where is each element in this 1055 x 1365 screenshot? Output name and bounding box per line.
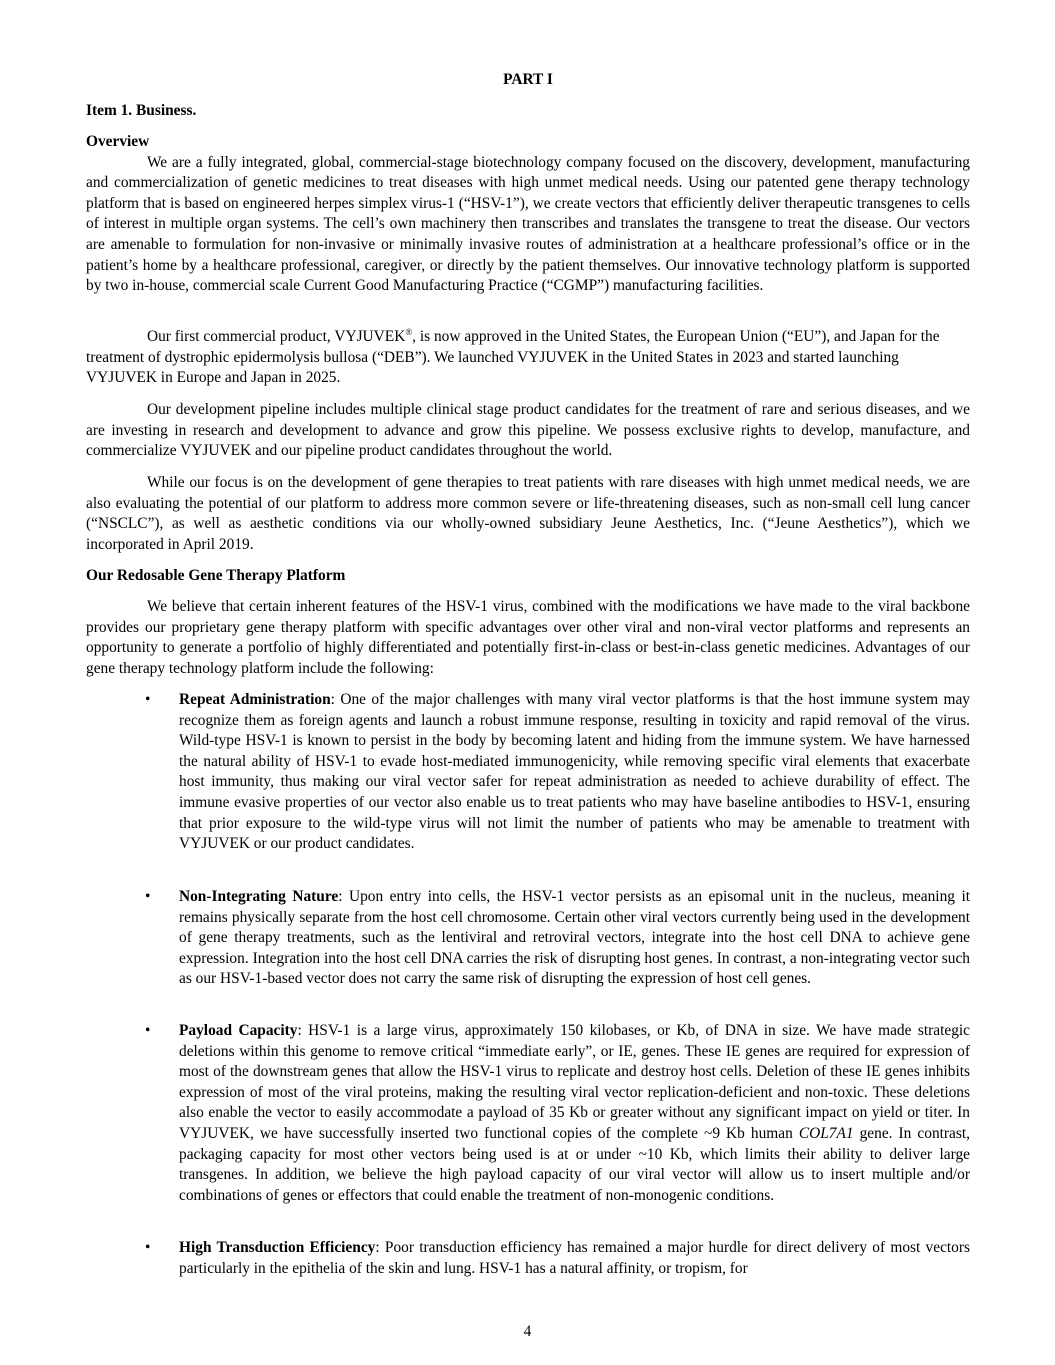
advantages-list-4 xyxy=(86,1238,970,1279)
bullet-title: High Transduction Efficiency xyxy=(179,1239,376,1256)
gene-name: COL7A1 xyxy=(798,1124,854,1142)
list-item xyxy=(86,1021,970,1206)
part-title: PART I xyxy=(503,71,553,88)
overview-paragraph-2 xyxy=(86,327,970,389)
platform-heading: Our Redosable Gene Therapy Platform xyxy=(86,567,346,584)
p2-text-after: , is now approved in the United States, the European Union (“EU”), and Japan for the treatment of dystrophic epidermolysis bullosa (“DEB”). We launched VYJUVEK in the United States in 2023 and started launching VYJUVEK in Europe and Japan in 2025. xyxy=(86,328,940,387)
advantages-list-3 xyxy=(86,1021,970,1206)
platform-intro-block xyxy=(86,597,970,679)
list-item xyxy=(86,690,970,855)
overview-paragraph-3: Our development pipeline includes multiple clinical stage product candidates for the treatment of rare and serious diseases, and we are investing in research and development to advance and grow this pipeline. We possess exclusive rights to develop, manufacture, and commercialize VYJUVEK and our pipeline product candidates throughout the world. xyxy=(86,401,970,460)
bullet-text-a: : HSV-1 is a large virus, approximately 150 kilobases, or Kb, of DNA in size. We have made strategic deletions within this genome to remove critical “immediate early”, or IE, genes. These IE genes are required for expression of most of the downstream genes that allow the HSV-1 virus to replicate and destroy host cells. Deletion of these IE genes inhibits expression of most of the viral proteins, making the resulting viral vector replication-deficient and non-toxic. These deletions also enable the vector to easily accommodate a payload of 35 Kb or greater without any significant impact on yield or titer. In VYJUVEK, we have successfully inserted two functional copies of the complete ~9 Kb human xyxy=(179,1022,970,1142)
bullet-title: Non-Integrating Nature xyxy=(179,888,339,905)
bullet-text: : Poor transduction efficiency has remained a major hurdle for direct delivery of most vectors particularly in the epithelia of the skin and lung. HSV-1 has a natural affinity, or tropism, for xyxy=(179,1239,970,1277)
overview-paragraph-3-block xyxy=(86,400,970,462)
bullet-text: : One of the major challenges with many viral vector platforms is that the host immune system may recognize them as foreign agents and launch a robust immune response, resulting in toxicity and rapid removal of the virus. Wild-type HSV-1 is known to persist in the body by becoming latent and hiding from the immune system. We have harnessed the natural ability of HSV-1 to evade host-mediated immunogenicity, while removing specific viral elements that exacerbate host immunity, thus making our viral vector safer for repeat administration as needed to achieve durability of effect. The immune evasive properties of our vector also enable us to treat patients who may have baseline antibodies to HSV-1, ensuring that prior exposure to the wild-type virus will not limit the number of patients who may be amenable to treatment with VYJUVEK or our product candidates. xyxy=(179,691,970,853)
bullet-text-b: gene. In contrast, packaging capacity for most other vectors being used is at or under ~10 Kb, which limits their ability to deliver large transgenes. In addition, we believe the high payload capacity of our viral vector will allow us to insert multiple and/or combinations of genes or effectors that could enable the treatment of non-monogenic conditions. xyxy=(179,1124,970,1204)
advantages-list-2 xyxy=(86,887,970,990)
overview-heading: Overview xyxy=(86,133,150,150)
registered-mark: ® xyxy=(405,327,413,337)
overview-section xyxy=(86,132,970,297)
bullet-icon: • xyxy=(145,1239,151,1256)
bullet-icon: • xyxy=(145,691,151,708)
list-item xyxy=(86,1238,970,1279)
platform-intro: We believe that certain inherent features of the HSV-1 virus, combined with the modifications we have made to the viral backbone provides our proprietary gene therapy platform with specific advantages over other viral and non-viral vector platforms and represents an opportunity to generate a portfolio of highly differentiated and potentially first-in-class or best-in-class genetic medicines. Advantages of our gene therapy technology platform include the following: xyxy=(86,598,970,677)
overview-paragraph-4-block xyxy=(86,473,970,555)
list-item xyxy=(86,887,970,990)
platform-section xyxy=(86,566,970,587)
bullet-text: : Upon entry into cells, the HSV-1 vector persists as an episomal unit in the nucleus, meaning it remains physically separate from the host cell chromosome. Certain other viral vectors currently being used in the development of gene therapy treatments, such as the lentiviral and retroviral vectors, integrate into the host cell DNA to achieve gene expression. Integration into the host cell DNA carries the risk of disrupting host genes. In contrast, a non-integrating vector such as our HSV-1-based vector does not carry the same risk of disrupting the expression of host cell genes. xyxy=(179,888,970,988)
advantages-list xyxy=(86,690,970,855)
page-number: 4 xyxy=(523,1323,532,1340)
p2-text-before: Our first commercial product, VYJUVEK xyxy=(147,328,406,345)
bullet-title: Repeat Administration xyxy=(179,691,331,708)
overview-paragraph-1: We are a fully integrated, global, commercial-stage biotechnology company focused on the discovery, development, manufacturing and commercialization of genetic medicines to treat diseases with high unmet medical needs. Using our patented gene therapy technology platform that is based on engineered herpes simplex virus-1 (“HSV-1”), we create vectors that efficiently deliver therapeutic transgenes to cells of interest in multiple organ systems. The cell’s own machinery then transcribes and translates the transgene to treat the disease. Our vectors are amenable to formulation for non-invasive or minimally invasive routes of administration at a healthcare professional’s office or in the patient’s home by a healthcare professional, caregiver, or directly by the patient themselves. Our innovative technology platform is supported by two in-house, commercial scale Current Good Manufacturing Practice (“CGMP”) manufacturing facilities. xyxy=(86,153,970,295)
overview-paragraph-2-block xyxy=(86,327,970,389)
item-title: Item 1. Business. xyxy=(86,102,197,119)
bullet-title: Payload Capacity xyxy=(179,1022,298,1039)
overview-paragraph-4: While our focus is on the development of gene therapies to treat patients with rare diseases with high unmet medical needs, we are also evaluating the potential of our platform to address more common severe or life-threatening diseases, such as non-small cell lung cancer (“NSCLC”), as well as aesthetic conditions via our wholly-owned subsidiary Jeune Aesthetics, Inc. (“Jeune Aesthetics”), which we incorporated in April 2019. xyxy=(86,474,970,553)
bullet-icon: • xyxy=(145,1022,151,1039)
bullet-icon: • xyxy=(145,888,151,905)
